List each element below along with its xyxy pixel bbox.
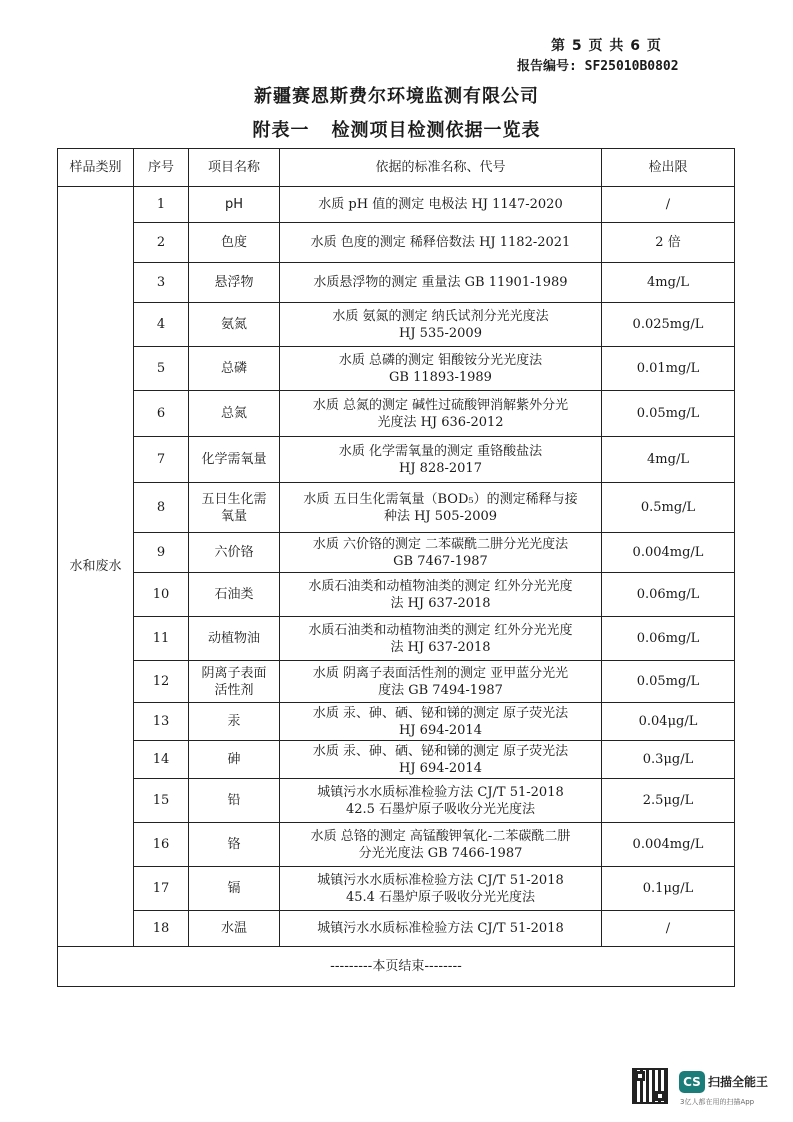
- standard-method: [280, 223, 602, 263]
- standard-line: 水质 氨氮的测定 纳氏试剂分光光度法: [332, 308, 549, 324]
- standard-line: 城镇污水水质标准检验方法 CJ/T 51-2018: [317, 872, 564, 888]
- standard-method: [280, 187, 602, 223]
- col-header-name: 项目名称: [189, 149, 280, 187]
- table-row: [58, 187, 735, 223]
- row-number: 1: [134, 187, 189, 223]
- item-name-line: 氨氮: [220, 317, 247, 332]
- table-row: [58, 703, 735, 741]
- standard-line: 水质 六价铬的测定 二苯碳酰二肼分光光度法: [312, 536, 569, 552]
- item-name-line: 砷: [227, 752, 241, 767]
- detection-limit: 0.004mg/L: [602, 533, 735, 573]
- row-number: 3: [134, 263, 189, 303]
- item-name: [189, 661, 280, 703]
- col-header-no: 序号: [134, 149, 189, 187]
- standard-method: [280, 823, 602, 867]
- table-row: [58, 617, 735, 661]
- item-name: [189, 533, 280, 573]
- item-name: [189, 483, 280, 533]
- report-number: 报告编号: SF25010B0802: [517, 59, 679, 74]
- detection-limit: 2.5μg/L: [602, 779, 735, 823]
- item-name: [189, 779, 280, 823]
- detection-limit: 0.05mg/L: [602, 391, 735, 437]
- item-name: [189, 573, 280, 617]
- item-name: [189, 703, 280, 741]
- row-number: 10: [134, 573, 189, 617]
- table-row: [58, 347, 735, 391]
- standard-line: 光度法 HJ 636-2012: [377, 414, 504, 430]
- item-name: [189, 741, 280, 779]
- standard-line: 法 HJ 637-2018: [390, 639, 491, 655]
- standard-method: [280, 703, 602, 741]
- standard-line: 分光光度法 GB 7466-1987: [358, 845, 523, 861]
- table-row: [58, 779, 735, 823]
- standard-method: [280, 617, 602, 661]
- standard-method: [280, 661, 602, 703]
- standard-line: 水质 总铬的测定 高锰酸钾氧化-二苯碳酰二肼: [310, 828, 571, 844]
- item-name: [189, 391, 280, 437]
- methods-table: [57, 148, 735, 987]
- detection-limit: /: [602, 911, 735, 947]
- standard-line: 水质 五日生化需氧量（BOD₅）的测定稀释与接: [303, 491, 578, 507]
- table-row: [58, 391, 735, 437]
- camscanner-logo-icon: CS: [679, 1071, 705, 1093]
- standard-line: HJ 828-2017: [399, 460, 482, 476]
- detection-limit: 0.05mg/L: [602, 661, 735, 703]
- detection-limit: 4mg/L: [602, 263, 735, 303]
- standard-line: HJ 694-2014: [399, 722, 482, 738]
- standard-line: 水质 总磷的测定 钼酸铵分光光度法: [338, 352, 543, 368]
- detection-limit: 0.01mg/L: [602, 347, 735, 391]
- title-text: 检测项目检测依据一览表: [331, 120, 541, 141]
- table-row: [58, 533, 735, 573]
- row-number: 14: [134, 741, 189, 779]
- standard-line: HJ 535-2009: [399, 325, 482, 341]
- item-name: [189, 823, 280, 867]
- table-row: [58, 437, 735, 483]
- table-row: [58, 741, 735, 779]
- standard-line: GB 7467-1987: [393, 553, 488, 569]
- item-name: [189, 867, 280, 911]
- standard-line: 水质 色度的测定 稀释倍数法 HJ 1182-2021: [310, 235, 571, 250]
- item-name-line: 悬浮物: [214, 275, 254, 290]
- item-name-line: 总磷: [220, 361, 247, 376]
- row-number: 8: [134, 483, 189, 533]
- standard-line: 水质 汞、砷、硒、铋和锑的测定 原子荧光法: [312, 705, 569, 721]
- sample-category: 水和废水: [58, 187, 134, 947]
- standard-method: [280, 779, 602, 823]
- standard-line: HJ 694-2014: [399, 760, 482, 776]
- standard-line: 法 HJ 637-2018: [390, 595, 491, 611]
- table-row: [58, 223, 735, 263]
- item-name: [189, 911, 280, 947]
- standard-line: 度法 GB 7494-1987: [378, 682, 503, 698]
- table-row: [58, 867, 735, 911]
- camscanner-tagline: 3亿人都在用的扫描App: [680, 1098, 755, 1106]
- item-name-line: 活性剂: [214, 682, 254, 698]
- title-prefix: 附表一: [252, 120, 310, 141]
- standard-line: 水质 pH 值的测定 电极法 HJ 1147-2020: [318, 197, 563, 212]
- standard-line: GB 11893-1989: [389, 369, 492, 385]
- item-name: [189, 303, 280, 347]
- standard-method: [280, 391, 602, 437]
- item-name: [189, 263, 280, 303]
- item-name-line: 总氮: [220, 406, 247, 421]
- standard-line: 城镇污水水质标准检验方法 CJ/T 51-2018: [317, 784, 564, 800]
- standard-method: [280, 437, 602, 483]
- standard-method: [280, 303, 602, 347]
- standard-line: 水质 化学需氧量的测定 重铬酸盐法: [338, 443, 543, 459]
- table-row: [58, 263, 735, 303]
- item-name-line: 动植物油: [207, 631, 260, 646]
- end-of-page-marker: ---------本页结束--------: [58, 947, 735, 987]
- table-row: [58, 911, 735, 947]
- standard-method: [280, 533, 602, 573]
- item-name-line: 汞: [227, 714, 241, 729]
- standard-line: 水质悬浮物的测定 重量法 GB 11901-1989: [313, 275, 568, 290]
- standard-line: 水质 汞、砷、硒、铋和锑的测定 原子荧光法: [312, 743, 569, 759]
- item-name-line: 氧量: [220, 508, 247, 524]
- row-number: 4: [134, 303, 189, 347]
- detection-limit: 2 倍: [602, 223, 735, 263]
- item-name-line: 水温: [220, 921, 247, 936]
- item-name: [189, 437, 280, 483]
- standard-line: 城镇污水水质标准检验方法 CJ/T 51-2018: [317, 921, 564, 936]
- detection-limit: 0.04μg/L: [602, 703, 735, 741]
- col-header-limit: 检出限: [602, 149, 735, 187]
- row-number: 9: [134, 533, 189, 573]
- detection-limit: /: [602, 187, 735, 223]
- detection-limit: 0.025mg/L: [602, 303, 735, 347]
- item-name-line: 六价铬: [214, 545, 254, 560]
- detection-limit: 0.1μg/L: [602, 867, 735, 911]
- standard-line: 45.4 石墨炉原子吸收分光光度法: [345, 889, 536, 905]
- standard-method: [280, 867, 602, 911]
- row-number: 11: [134, 617, 189, 661]
- page-number: 第 5 页 共 6 页: [551, 38, 662, 54]
- standard-method: [280, 347, 602, 391]
- detection-limit: 0.06mg/L: [602, 617, 735, 661]
- table-header-row: [58, 149, 735, 187]
- detection-limit: 0.5mg/L: [602, 483, 735, 533]
- standard-method: [280, 741, 602, 779]
- standard-line: 水质石油类和动植物油类的测定 红外分光光度: [308, 578, 573, 594]
- table-row: [58, 303, 735, 347]
- table-row: [58, 573, 735, 617]
- row-number: 12: [134, 661, 189, 703]
- standard-line: 水质石油类和动植物油类的测定 红外分光光度: [308, 622, 573, 638]
- row-number: 16: [134, 823, 189, 867]
- item-name-line: 石油类: [214, 587, 254, 602]
- detection-limit: 4mg/L: [602, 437, 735, 483]
- col-header-standard: 依据的标准名称、代号: [280, 149, 602, 187]
- standard-method: [280, 263, 602, 303]
- row-number: 15: [134, 779, 189, 823]
- item-name: [189, 347, 280, 391]
- row-number: 6: [134, 391, 189, 437]
- standard-line: 水质 总氮的测定 碱性过硫酸钾消解紫外分光: [312, 397, 569, 413]
- detection-limit: 0.004mg/L: [602, 823, 735, 867]
- item-name-line: 铬: [227, 837, 241, 852]
- row-number: 7: [134, 437, 189, 483]
- qr-code-icon: [632, 1068, 668, 1104]
- row-number: 17: [134, 867, 189, 911]
- item-name: [189, 617, 280, 661]
- item-name-line: 铅: [227, 793, 241, 808]
- standard-method: [280, 911, 602, 947]
- table-footer-row: [58, 947, 735, 987]
- standard-line: 42.5 石墨炉原子吸收分光光度法: [345, 801, 536, 817]
- row-number: 2: [134, 223, 189, 263]
- table-row: [58, 661, 735, 703]
- standard-line: 水质 阴离子表面活性剂的测定 亚甲蓝分光光: [312, 665, 569, 681]
- detection-limit: 0.06mg/L: [602, 573, 735, 617]
- row-number: 18: [134, 911, 189, 947]
- item-name: [189, 223, 280, 263]
- detection-limit: 0.3μg/L: [602, 741, 735, 779]
- standard-method: [280, 483, 602, 533]
- standard-line: 种法 HJ 505-2009: [383, 508, 498, 524]
- table-row: [58, 483, 735, 533]
- item-name-line: 化学需氧量: [201, 452, 267, 467]
- item-name-line: pH: [224, 197, 244, 212]
- item-name-line: 镉: [227, 881, 241, 896]
- item-name: [189, 187, 280, 223]
- table-row: [58, 823, 735, 867]
- item-name-line: 阴离子表面: [201, 665, 267, 681]
- camscanner-brand: 扫描全能王: [708, 1075, 769, 1089]
- table-body: [58, 187, 735, 987]
- standard-method: [280, 573, 602, 617]
- table-title: [0, 116, 793, 142]
- col-header-category: 样品类别: [58, 149, 134, 187]
- row-number: 13: [134, 703, 189, 741]
- item-name-line: 色度: [220, 235, 247, 250]
- item-name-line: 五日生化需: [201, 491, 267, 507]
- row-number: 5: [134, 347, 189, 391]
- company-name: 新疆赛恩斯费尔环境监测有限公司: [254, 86, 539, 107]
